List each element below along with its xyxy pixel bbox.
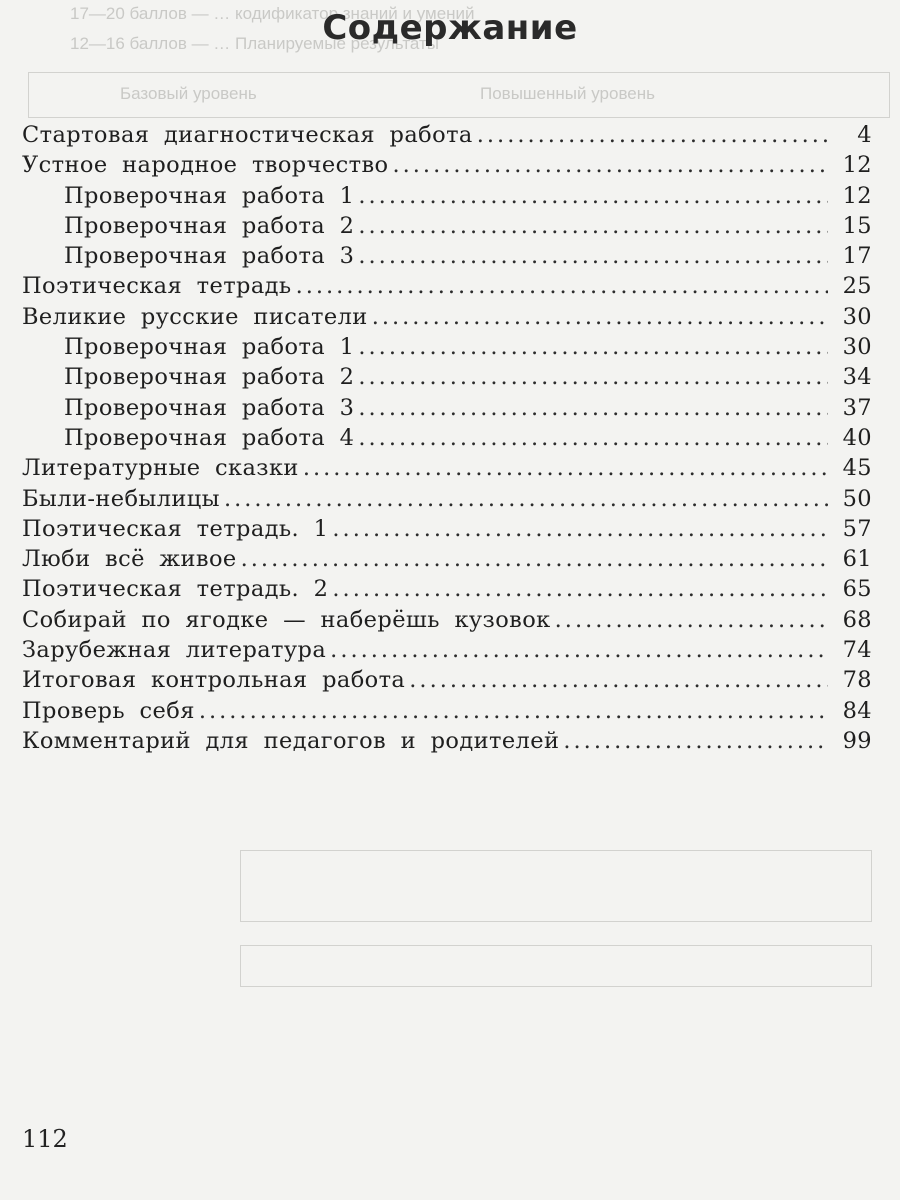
toc-entry[interactable] [22,334,872,364]
toc-entry-label: Проверочная работа 3 [64,394,355,421]
toc-entry[interactable] [22,304,872,334]
toc-entry-page: 78 [842,667,872,694]
toc-entry-label: Проверочная работа 4 [64,424,355,451]
toc-entry-label: Проверочная работа 2 [64,364,355,391]
toc-entry[interactable] [22,667,872,697]
toc-entry-label: Великие русские писатели [22,303,368,330]
toc-leader-dots [358,425,828,451]
bleed-box-right: Повышенный уровень [480,84,655,103]
toc-entry-page: 15 [842,212,872,239]
toc-entry-label: Люби всё живое [22,546,237,573]
toc-leader-dots [358,183,828,209]
toc-entry-page: 17 [842,243,872,270]
toc-leader-dots [358,213,828,239]
toc-entry[interactable] [22,243,872,273]
toc-entry-page: 40 [842,424,872,451]
toc-entry-page: 74 [842,637,872,664]
toc-entry[interactable] [22,122,872,152]
table-of-contents [22,122,872,758]
toc-entry[interactable] [22,273,872,303]
toc-entry-page: 57 [842,515,872,542]
toc-entry-label: Проверь себя [22,697,195,724]
bleed-text-2: 12—16 баллов — … Планируемые результаты [70,34,440,53]
toc-entry[interactable] [22,637,872,667]
toc-leader-dots [372,304,828,330]
toc-entry-page: 61 [842,546,872,573]
toc-leader-dots [332,576,828,602]
toc-entry-label: Зарубежная литература [22,637,327,664]
toc-entry-page: 12 [842,182,872,209]
toc-entry[interactable] [22,364,872,394]
bleed-table [240,850,872,922]
toc-entry[interactable] [22,607,872,637]
toc-leader-dots [563,728,828,754]
toc-entry[interactable] [22,152,872,182]
toc-entry-label: Литературные сказки [22,455,299,482]
toc-entry-page: 4 [857,122,872,148]
toc-entry[interactable] [22,516,872,546]
toc-entry[interactable] [22,455,872,485]
toc-leader-dots [358,334,828,360]
toc-leader-dots [409,667,828,693]
toc-leader-dots [358,364,828,390]
toc-entry[interactable] [22,546,872,576]
toc-entry[interactable] [22,213,872,243]
toc-entry-label: Поэтическая тетрадь. 2 [22,576,329,603]
bleed-table-2 [240,945,872,987]
toc-entry-label: Собирай по ягодке — наберёшь кузовок [22,606,551,633]
toc-leader-dots [392,152,828,178]
page-number: 112 [22,1125,68,1153]
toc-entry-page: 30 [842,334,872,361]
toc-entry-page: 65 [842,576,872,603]
toc-entry[interactable] [22,395,872,425]
toc-entry-page: 12 [842,152,872,179]
toc-entry-label: Проверочная работа 2 [64,212,355,239]
toc-entry[interactable] [22,425,872,455]
toc-entry-label: Проверочная работа 3 [64,243,355,270]
toc-entry[interactable] [22,576,872,606]
toc-leader-dots [477,122,828,148]
toc-entry-label: Поэтическая тетрадь. 1 [22,515,329,542]
bleed-box-left: Базовый уровень [120,84,257,103]
toc-entry[interactable] [22,698,872,728]
toc-entry-label: Комментарий для педагогов и родителей [22,727,560,754]
toc-leader-dots [555,607,828,633]
toc-entry-label: Стартовая диагностическая работа [22,122,473,148]
toc-entry-label: Были-небылицы [22,485,220,512]
toc-leader-dots [303,455,828,481]
page-title: Содержание [322,8,578,48]
toc-entry-label: Проверочная работа 1 [64,334,355,361]
toc-leader-dots [224,486,828,512]
toc-entry-label: Итоговая контрольная работа [22,667,406,694]
toc-entry-page: 99 [842,727,872,754]
toc-entry-page: 50 [842,485,872,512]
toc-leader-dots [199,698,828,724]
toc-entry-page: 34 [842,364,872,391]
toc-entry[interactable] [22,183,872,213]
toc-entry-label: Проверочная работа 1 [64,182,355,209]
toc-leader-dots [241,546,828,572]
toc-leader-dots [358,395,828,421]
toc-leader-dots [332,516,828,542]
toc-leader-dots [296,273,828,299]
toc-entry-page: 37 [842,394,872,421]
toc-entry-page: 25 [842,273,872,300]
bleed-text-1: 17—20 баллов — … кодификатор знаний и умений [70,4,475,23]
toc-entry-label: Поэтическая тетрадь [22,273,292,300]
toc-entry-page: 84 [842,697,872,724]
toc-entry[interactable] [22,728,872,758]
toc-entry[interactable] [22,486,872,516]
toc-entry-page: 68 [842,606,872,633]
toc-leader-dots [330,637,828,663]
toc-entry-page: 30 [842,303,872,330]
toc-entry-label: Устное народное творчество [22,152,389,179]
toc-entry-page: 45 [842,455,872,482]
toc-leader-dots [358,243,828,269]
